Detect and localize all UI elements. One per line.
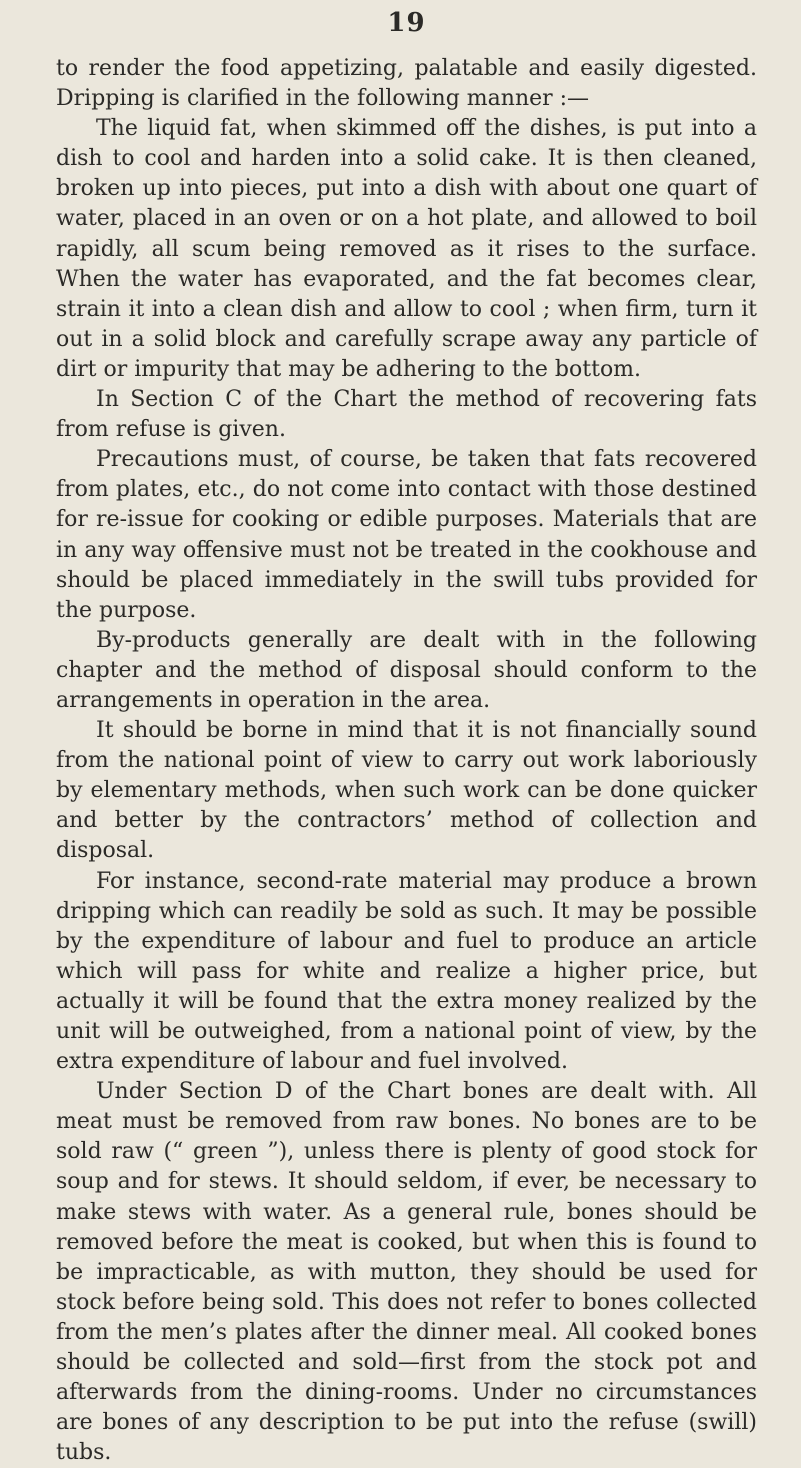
paragraph-by-products: By-products generally are dealt with in the following chapter and the method of disposal should conform to the arrangements in operation in the area. (56, 627, 757, 713)
paragraph-for-instance: For instance, second-rate material may produce a brown dripping which can readily be sold as such. It may be possible by the expenditure of labour and fuel to produce an article which will pass for white and realize a higher price, but actually it will be found that the extra money realized by the unit will be outweighed, from a national point of view, by the extra expenditure of labour and fuel involved. (56, 868, 757, 1075)
paragraph-financially-sound: It should be borne in mind that it is not financially sound from the national point of view to carry out work laboriously by elementary methods, when such work can be done quicker and better by the contractors’ method of collection and disposal. (56, 718, 757, 864)
paragraph-continuation: to render the food appetizing, palatable and easily digested. Dripping is clarified in the following manner :— (56, 56, 757, 112)
page-number: 19 (387, 8, 426, 38)
paragraph-clarifying-dripping: The liquid fat, when skimmed off the dishes, is put into a dish to cool and harden into a solid cake. It is then cleaned, broken up into pieces, put into a dish with about one quart of water, placed in an oven or on a hot plate, and allowed to boil rapidly, all scum being removed as it rises to the surface. When the water has evaporated, and the fat becomes clear, strain it into a clean dish and allow to cool ; when firm, turn it out in a solid block and carefully scrape away any particle of dirt or impurity that may be adhering to the bottom. (56, 116, 757, 382)
page-body (56, 54, 757, 1468)
paragraph-section-c: In Section C of the Chart the method of recovering fats from refuse is given. (56, 387, 757, 443)
paragraph-precautions: Precautions must, of course, be taken that fats recovered from plates, etc., do not come into contact with those destined for re-issue for cooking or edible purposes. Materials that are in any way offensive must not be treated in the cookhouse and should be placed immediately in the swill tubs provided for the purpose. (56, 447, 757, 623)
paragraph-section-d-bones: Under Section D of the Chart bones are dealt with. All meat must be removed from raw bones. No bones are to be sold raw (“ green ”), unless there is plenty of good stock for soup and for stews. It should seldom, if ever, be necessary to make stews with water. As a general rule, bones should be removed before the meat is cooked, but when this is found to be impracticable, as with mutton, they should be used for stock before being sold. This does not refer to bones collected from the men’s plates after the dinner meal. All cooked bones should be collected and sold—first from the stock pot and afterwards from the dining-rooms. Under no circumstances are bones of any description to be put into the refuse (swill) tubs. (56, 1079, 757, 1466)
